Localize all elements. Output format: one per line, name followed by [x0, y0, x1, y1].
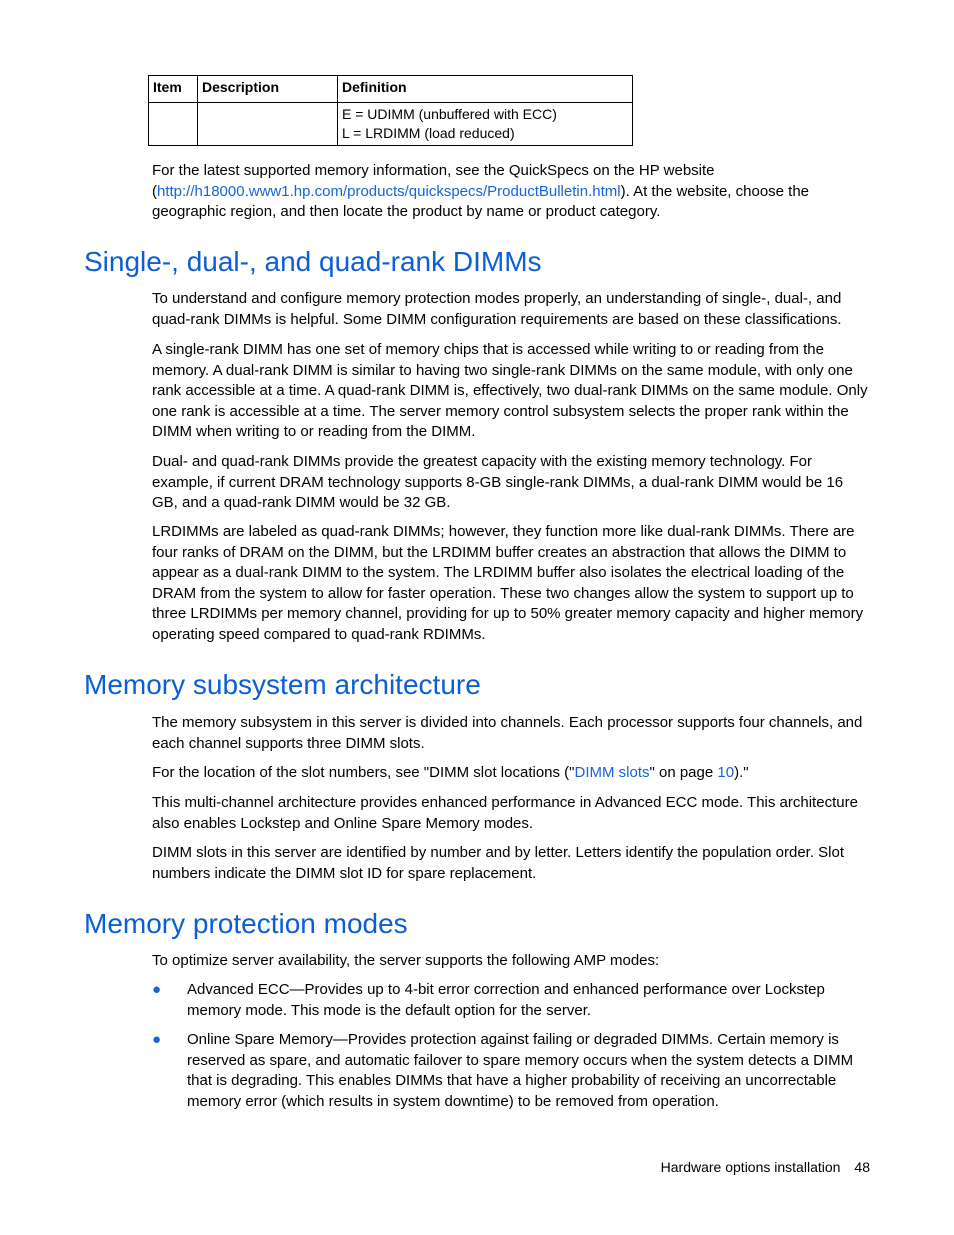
- section-heading-architecture: Memory subsystem architecture: [84, 669, 481, 700]
- bullet-icon: ●: [152, 1031, 162, 1048]
- section-heading-protection: Memory protection modes: [84, 908, 408, 939]
- section-heading-ranks: Single-, dual-, and quad-rank DIMMs: [84, 246, 542, 277]
- paragraph: DIMM slots in this server are identified by number and by letter. Letters identify the population order. Slot numbers indicate the DIMM slot ID for spare replacement.: [152, 844, 845, 882]
- table-cell-item: [149, 103, 198, 146]
- paragraph: This multi-channel architecture provides enhanced performance in Advanced ECC mode. This architecture also enables Lockstep and Online Spare Memory modes.: [152, 794, 858, 832]
- table-cell-description: [198, 103, 338, 146]
- definition-line: E = UDIMM (unbuffered with ECC): [342, 106, 557, 122]
- paragraph: Dual- and quad-rank DIMMs provide the greatest capacity with the existing memory technology. For example, if current DRAM technology supports 8-GB single-rank DIMMs, a dual-rank DIMM would be 16 GB, and a quad-rank DIMM would be 32 GB.: [152, 453, 844, 511]
- definition-line: L = LRDIMM (load reduced): [342, 125, 515, 141]
- page-10-link[interactable]: 10: [717, 764, 735, 781]
- paragraph: To optimize server availability, the server supports the following AMP modes:: [152, 952, 660, 969]
- page-footer: [661, 1157, 870, 1177]
- table-header-row: [149, 76, 633, 103]
- column-header-item: Item: [149, 76, 198, 103]
- list-item: ● Advanced ECC—Provides up to 4-bit error correction and enhanced performance over Lockstep memory mode. This mode is the default option for the server.: [152, 981, 825, 1019]
- dimm-slots-link[interactable]: DIMM slots: [574, 764, 650, 781]
- list-item: ● Online Spare Memory—Provides protection against failing or degraded DIMMs. Certain memory is reserved as spare, and automatic failover to spare memory occurs when the system detects a DIMM that is degrading. This enables DIMMs that have a higher probability of receiving an uncorrectable memory error (which results in system downtime) to be removed from operation.: [152, 1031, 854, 1110]
- intro-paragraph: For the latest supported memory information, see the QuickSpecs on the HP website (http://h18000.www1.hp.com/products/quickspecs/ProductBulletin.html). At the website, choose the geographic region, and then locate the product by name or product category.: [152, 162, 810, 220]
- page-number: 48: [854, 1159, 870, 1175]
- table-cell-definition: [338, 103, 633, 146]
- paragraph: LRDIMMs are labeled as quad-rank DIMMs; however, they function more like dual-rank DIMMs. There are four ranks of DRAM on the DIMM, but the LRDIMM buffer creates an abstraction that allows the DIMM to appear as a dual-rank DIMM to the system. The LRDIMM buffer also isolates the electrical loading of the DRAM from the system to allow for faster operation. These two changes allow the system to support up to three LRDIMMs per memory channel, providing for up to 50% greater memory capacity and higher memory operating speed compared to quad-rank RDIMMs.: [152, 523, 864, 643]
- paragraph: A single-rank DIMM has one set of memory chips that is accessed while writing to or reading from the memory. A dual-rank DIMM is similar to having two single-rank DIMMs on the same module, with only one rank accessible at a time. A quad-rank DIMM is, effectively, two dual-rank DIMMs on the same module. Only one rank is accessible at a time. The server memory control subsystem selects the proper rank within the DIMM when writing to or reading from the DIMM.: [152, 341, 868, 440]
- footer-label: Hardware options installation: [660, 1159, 841, 1175]
- slot-location-paragraph: For the location of the slot numbers, see "DIMM slot locations ("DIMM slots" on page 10).": [152, 764, 749, 781]
- definition-table: [148, 75, 633, 146]
- column-header-definition: Definition: [338, 76, 633, 103]
- table-row: [149, 103, 633, 146]
- paragraph: To understand and configure memory protection modes properly, an understanding of single-, dual-, and quad-rank DIMMs is helpful. Some DIMM configuration requirements are based on these classifications.: [152, 290, 842, 328]
- paragraph: The memory subsystem in this server is divided into channels. Each processor supports four channels, and each channel supports three DIMM slots.: [152, 714, 863, 752]
- quickspecs-link[interactable]: http://h18000.www1.hp.com/products/quickspecs/ProductBulletin.html: [157, 182, 621, 200]
- bullet-icon: ●: [152, 981, 162, 998]
- column-header-description: Description: [198, 76, 338, 103]
